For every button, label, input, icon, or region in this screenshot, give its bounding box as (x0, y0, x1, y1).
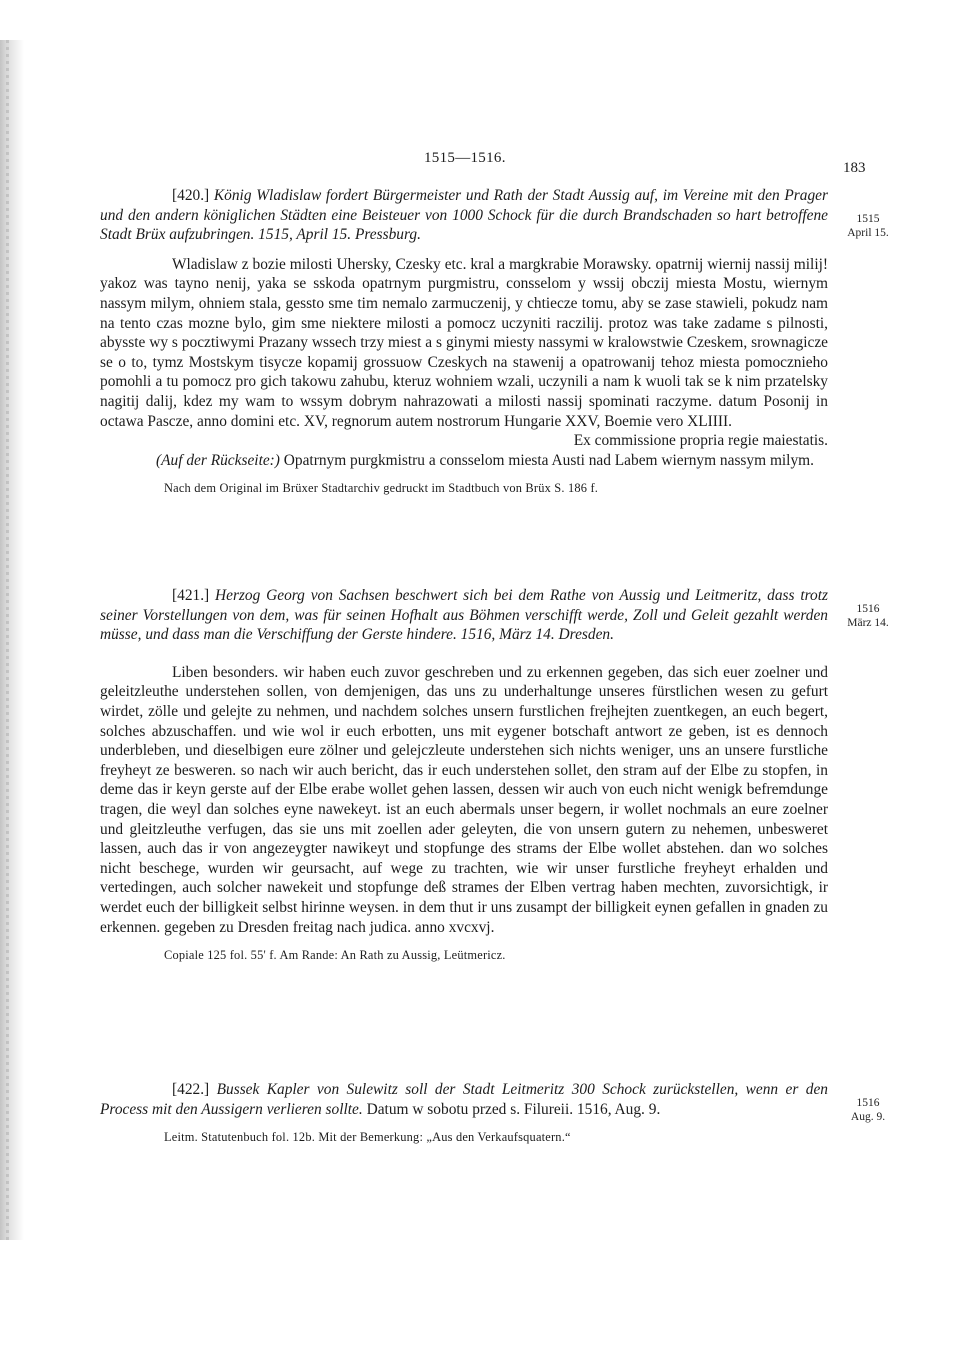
entry-verso (100, 451, 828, 471)
margin-year: 1516 (856, 603, 880, 615)
document-entry-421 (100, 586, 828, 963)
margin-date-422 (832, 1096, 904, 1124)
margin-day: April 15. (847, 227, 889, 239)
entry-regest (100, 586, 828, 645)
margin-day: März 14. (847, 617, 889, 629)
entry-source-note: Nach dem Original im Brüxer Stadtarchiv gedruckt im Stadtbuch von Brüx S. 186 f. (164, 481, 599, 496)
verso-label: (Auf der Rückseite:) (156, 451, 280, 469)
entry-number: [422.] (172, 1081, 210, 1098)
regest-text: Bussek Kapler von Sulewitz soll der Stadt Leitmeritz 300 Schock zurückstellen, wenn er den Process mit den Aussigern verlieren sollte. (100, 1081, 828, 1118)
margin-day: Aug. 9. (850, 1111, 886, 1123)
document-entry-420 (100, 186, 828, 496)
page-number: 183 (843, 160, 866, 176)
entry-body-text: Liben besonders. wir haben euch zuvor geschreben und zu erkennen gegeben, das sich euer zoelner und geleitzleuthe understehen sollen, von demjenigen, das uns zu underhaltunge unseres fürstlichen wesen zu gefurt wirdet, zölle und gelejte zu nehmen, und nachdem solches unsern furstlichen frejhejten zuentkegen, an euch begert, solches abzuschaffen. und wie wol ir euch erbotten, uns mit eygener botschaft antwort ze geben, ist es dennoch underbleben, und dieselbigen eure zölner und gelejczleute understehen sich nichts weniger, uns an unsere furstliche freyheyt ze besweren. so nach wir auch bericht, das ir euch understehen sollet, den stram auf der Elbe zu stopfen, in deme das ir keyn gerste auf der Elbe erabe wollet gehen lassen, dessen wir auch von euch nicht wenigk befremdunge tragen, die weyl dan solches eyne nawekeyt. ist an euch abermals unser begern, ir wollet nochmals an eure zoelner und gleitzleuthe verfugen, das sie uns mit zoellen ader geleyten, die von unsern gutern zu nehemen, unbesweret lassen, auch das ir von angezeygter nawikeyt und stopfunge des strams der Elbe wollet abstehen. dan wo solches nicht beschege, wurden wir geursacht, auf wege zu trachten, wie wir unser furstliche freyheyt erhalden und vertedingen, auch solcher nawekeit und stopfunge deß strames der Elben vertrag haben mechten, zuvorsichtigk, ir werdet euch der billigkeit selbst hirinne weysen. in dem thut ir uns zusampt der billigkeit eynen gefallen in gnaden zu erkennen. gegeben zu Dresden freitag nach judica. anno xvcxvj. (100, 663, 828, 936)
running-head-title: 1515—1516. (424, 150, 506, 166)
margin-date-420 (832, 212, 904, 240)
regest-text: Herzog Georg von Sachsen beschwert sich bei dem Rathe von Aussig und Leitmeritz, dass trotz seiner Vorstellungen von dem, was für seinen Hofhalt aus Böhmen verschifft werde, Zoll und Geleit gezahlt werden müsse, und dass man die Verschiffung der Gerste hindere. 1516, März 14. Dresden. (100, 587, 828, 644)
running-head (0, 150, 960, 174)
margin-year: 1516 (856, 1097, 880, 1109)
entry-body-text: Wladislaw z bozie milosti Uhersky, Czesky etc. kral a margkrabie Morawsky. opatrnij wiernij nassij milij! yakoz was tayno nenij, yaka se sskoda opatrnym purgmistru, consselom y wssij obczij miesta Mostu, wiernym nassym milym, ohniem stala, gessto sme tim nemalo zarmuczenij, y chtiecze tomu, aby se zase stawieli, pokudz nam na tento czas mozne bylo, gim sme niektere milosti a pomocz uczyniti raczilij. protoz was take zadame s pilnosti, abysste wy s pocztiwymi Prazany wssech trzy miest a s ginymi miesty nassymi w kralowstwie Czeskem, srownagicze se o to, tymz Mostskym tisycze kopamij grossuow Czeskych na stawenij a opatrowanij tehoz miesta pomocznieho pomohli a tu pomocz pro gich takowu zahubu, kteruz wohniem wzali, uczynili a nam k wuoli tak se k nim przatelsky nagitij dalij, kdez my wam to wssym dobrym nahrazowati a milosti nassij spominati raczyme. datum Posonij in octawa Pascze, anno domini etc. XV, regnorum autem nostrorum Hungarie XXV, Boemie vero XLIIII. (100, 255, 828, 430)
regest-tail: Datum w sobotu przed s. Filureii. 1516, Aug. 9. (366, 1100, 661, 1118)
margin-date-421 (832, 602, 904, 630)
regest-text: König Wladislaw fordert Bürgermeister und Rath der Stadt Aussig auf, im Vereine mit den Prager und den andern königlichen Städten eine Beisteuer von 1000 Schock für die durch Brandschaden so hart betroffene Stadt Brüx aufzubringen. 1515, April 15. Pressburg. (100, 187, 828, 244)
document-entry-422 (100, 1080, 828, 1145)
margin-year: 1515 (856, 213, 880, 225)
verso-text: Opatrnym purgkmistru a consselom miesta Austi nad Labem wiernym nassym milym. (283, 451, 814, 469)
entry-number: [420.] (172, 187, 210, 204)
entry-source-note: Leitm. Statutenbuch fol. 12b. Mit der Bemerkung: „Aus den Verkaufsquatern.“ (164, 1130, 571, 1145)
entry-number: [421.] (172, 587, 210, 604)
scan-edge-shadow (0, 40, 24, 1240)
entry-source-note: Copiale 125 fol. 55' f. Am Rande: An Rath zu Aussig, Leütmericz. (164, 948, 506, 963)
entry-signature: Ex commissione propria regie maiestatis. (573, 432, 828, 450)
entry-regest (100, 186, 828, 245)
entry-regest (100, 1080, 828, 1119)
